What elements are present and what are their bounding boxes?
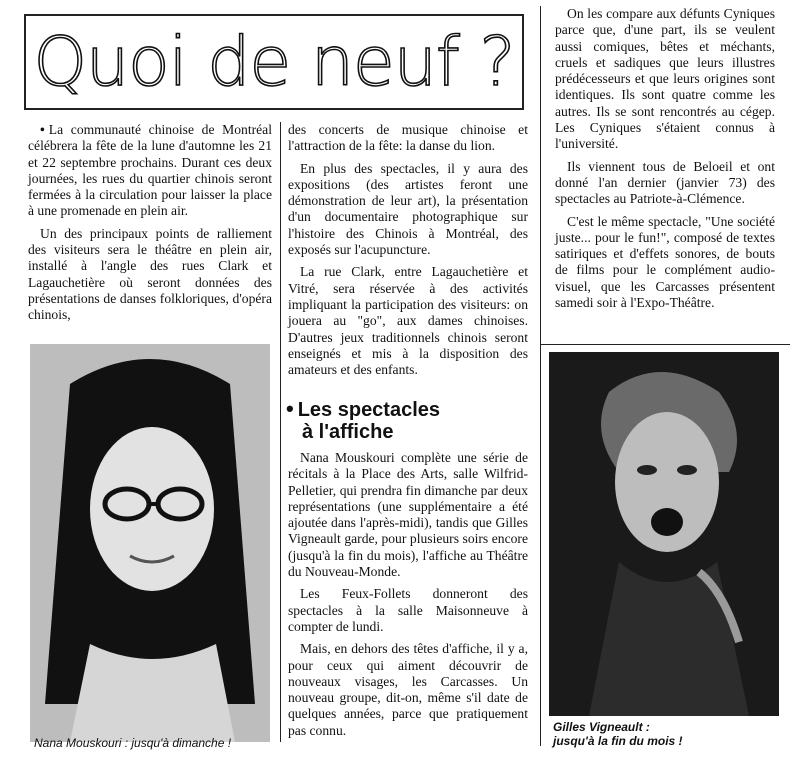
- article-paragraph: Les Feux-Follets donneront des spectacles à la salle Maisonneuve à compter de lundi.: [288, 586, 528, 634]
- article-paragraph: On les compare aux défunts Cyniques parce que, d'une part, ils se veulent aussi comiques, bêtes et méchants, cruels et sadiques que leurs illustres prédécesseurs et que leurs origines sont identiques. Ils sont quatre comme les autres. Ils se sont rencontrés au cégep. Les Cyniques s'étaient connus à l'université.: [555, 6, 775, 152]
- column-1: [28, 122, 272, 330]
- caption-photo-1: Nana Mouskouri : jusqu'à dimanche !: [34, 736, 232, 750]
- article-paragraph: des concerts de musique chinoise et l'attraction de la fête: la danse du lion.: [288, 122, 528, 154]
- column-3: [555, 6, 775, 317]
- page-title: Quoi de neuf ?: [33, 23, 515, 102]
- portrait-illustration: [549, 352, 779, 716]
- article-paragraph: Ils viennent tous de Beloeil et ont donné l'an dernier (janvier 73) des spectacles au Patriote-à-Clémence.: [555, 158, 775, 207]
- article-paragraph: En plus des spectacles, il y aura des expositions (des artistes feront une démonstration de leur art), la présentation d'un documentaire photographique sur l'histoire des Chinois à Montréal, des exposés sur l'acupuncture.: [288, 160, 528, 258]
- title-box: [24, 14, 524, 110]
- caption-photo-2: [553, 720, 783, 748]
- column-rule-left: [280, 122, 281, 742]
- section-subhead: [286, 398, 526, 443]
- subhead-line-2: à l'affiche: [302, 421, 394, 443]
- bullet-icon: •: [40, 122, 45, 137]
- bullet-icon: •: [286, 396, 294, 421]
- portrait-illustration: [30, 344, 270, 742]
- article-paragraph: Mais, en dehors des têtes d'affiche, il y a, pour ceux qui aiment découvrir de nouveaux visages, les Carcasses. Un nouveau groupe, dit-on, même s'il date de quelques années, parce que pratiquement pas connu.: [288, 641, 528, 738]
- caption-line-2: jusqu'à la fin du mois !: [553, 734, 683, 748]
- caption-line-1: Gilles Vigneault :: [553, 720, 650, 734]
- column-2-lower: [288, 450, 528, 745]
- article-paragraph: La rue Clark, entre Lagauchetière et Vitré, sera réservée à des activités impliquant la participation des visiteurs: on jouera au "go", aux dames chinoises. D'autres jeux traditionnels chinois seront enseignés et mis à la disposition des amateurs et des enfants.: [288, 264, 528, 378]
- article-paragraph: • La communauté chinoise de Montréal célébrera la fête de la lune d'automne les 21 et 22 septembre prochains. Durant ces deux journées, les rues du quartier chinois seront fermées à la circulation pour laisser la place à une promenade en plein air.: [28, 122, 272, 219]
- column-rule-right: [540, 6, 541, 746]
- article-paragraph: C'est le même spectacle, "Une société juste... pour le fun!", composé de textes satiriques et d'effets sonores, de bouts de films pour le complément audio-visuel, que les Carcasses présentent samedi soir à l'Expo-Théâtre.: [555, 213, 775, 311]
- column-2: [288, 122, 528, 384]
- article-paragraph: Nana Mouskouri complète une série de récitals à la Place des Arts, salle Wilfrid-Pelletier, qui prendra fin dimanche par deux représentations (une supplémentaire a été ajoutée dans l'après-midi), tandis que Gilles Vigneault garde, pour plusieurs soirs encore (jusqu'à la fin du mois), l'affiche au Théâtre du Nouveau-Monde.: [288, 450, 528, 580]
- photo-nana-mouskouri: [30, 344, 270, 742]
- horizontal-rule: [540, 344, 790, 345]
- photo-gilles-vigneault: [549, 352, 779, 716]
- article-paragraph: Un des principaux points de ralliement des visiteurs sera le théâtre en plein air, installé à l'angle des rues Clark et Lagauchetière où seront données des présentations de danses folkloriques, d'opéra chinois,: [28, 225, 272, 323]
- subhead-line-1: Les spectacles: [297, 399, 441, 421]
